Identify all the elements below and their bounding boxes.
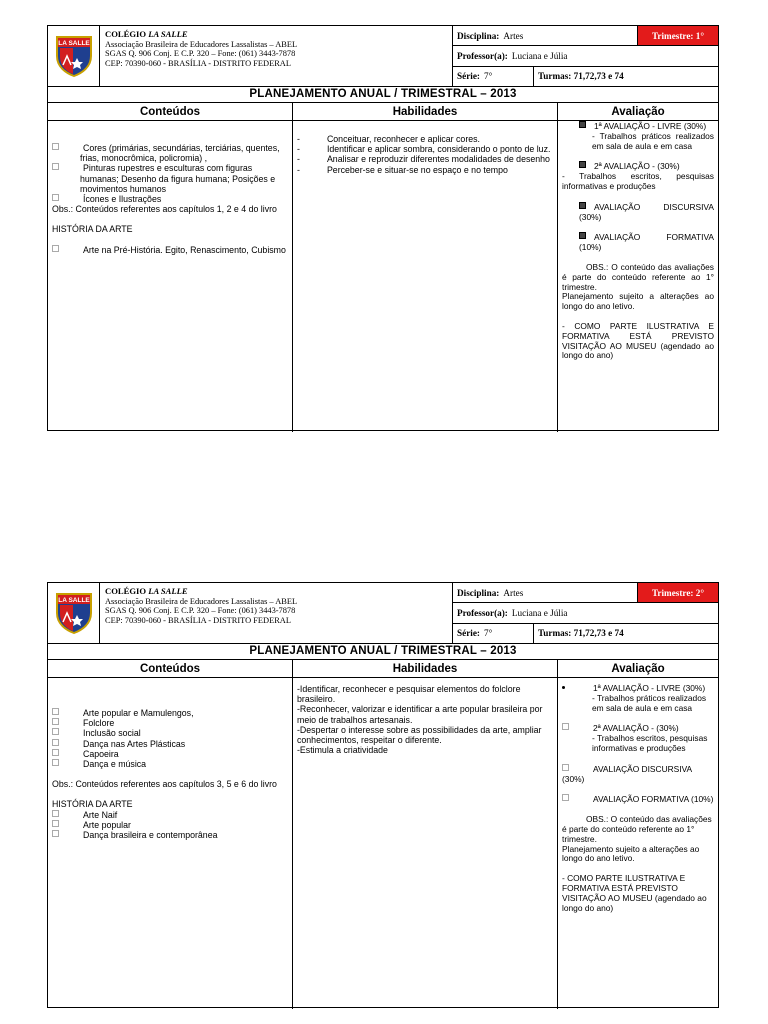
habilidade-item: Analisar e reproduzir diferentes modalidades de desenho [326,154,550,165]
habilidade-item: Identificar e aplicar sombra, considerando o ponto de luz. [326,144,551,155]
avaliacao-note: Planejamento sujeito a alterações ao longo do ano letivo. [562,843,700,864]
school-association: Associação Brasileira de Educadores Lassalistas – ABEL [105,39,298,49]
trimestre-badge: Trimestre: 1° [637,26,718,45]
plan-title: PLANEJAMENTO ANUAL / TRIMESTRAL – 2013 [48,87,718,103]
professor-row [453,603,718,623]
turmas-value: Turmas: 71,72,73 e 74 [538,71,624,82]
plan-table-2 [47,582,719,1008]
svg-text:LA SALLE: LA SALLE [57,597,90,604]
historia-da-arte-heading: HISTÓRIA DA ARTE [52,799,133,810]
avaliacao-item: 1ª AVALIAÇÃO - LIVRE (30%) [593,683,706,693]
shield-logo-icon [54,591,94,635]
professor-label: Professor(a): [457,50,508,61]
column-headers [48,103,718,121]
museum-visit-note: - COMO PARTE ILUSTRATIVA E FORMATIVA ESTÁ PREVISTO VISITAÇÃO AO MUSEU (agendado ao longo do ano) [562,873,707,913]
school-logo [48,583,100,643]
habilidades-cell [293,678,558,1009]
professor-value: Luciana e Júlia [511,607,568,618]
professor-value: Luciana e Júlia [511,50,568,61]
habilidade-item: -Despertar o interesse sobre as possibilidades da arte, ampliar conhecimentos, respeitar o diferente. [297,724,542,746]
serie-value: 7° [483,71,493,82]
serie-label: Série: [457,628,480,639]
school-info [100,26,302,86]
school-association: Associação Brasileira de Educadores Lassalistas – ABEL [105,596,298,606]
plan-table-1 [47,25,719,431]
school-block [48,26,453,86]
serie-label: Série: [457,71,480,82]
conteudo-item: Arte Naif [83,809,118,820]
habilidade-item: -Estimula a criatividade [297,745,388,756]
school-name-italic: LA SALLE [148,586,188,596]
col-conteudos-header: Conteúdos [48,103,293,120]
school-info [100,583,302,643]
avaliacao-cell [558,121,718,432]
school-name-prefix: COLÉGIO [105,29,149,39]
plan-title: PLANEJAMENTO ANUAL / TRIMESTRAL – 2013 [48,644,718,660]
disciplina-label: Disciplina: [457,30,500,41]
plan-body [48,121,718,432]
shield-logo-icon [54,34,94,78]
professor-label: Professor(a): [457,607,508,618]
avaliacao-detail: - Trabalhos práticos realizados em sala de aula e em casa [592,130,714,151]
col-avaliacao-header: Avaliação [611,105,665,118]
school-name-prefix: COLÉGIO [105,586,149,596]
conteudo-item: Pinturas rupestres e esculturas com figuras humanas; Desenho da figura humana; Posições e movimentos humanos [80,163,276,194]
conteudo-item: Arte na Pré-História. Egito, Renascimento, Cubismo [83,244,286,255]
turmas-value: Turmas: 71,72,73 e 74 [538,628,624,639]
avaliacao-item: AVALIAÇÃO FORMATIVA (10%) [579,232,714,253]
conteudos-cell [48,121,293,432]
historia-da-arte-heading: HISTÓRIA DA ARTE [52,224,133,235]
avaliacao-item: AVALIAÇÃO DISCURSIVA (30%) [562,763,692,784]
avaliacao-obs: OBS.: O conteúdo das avaliações é parte do conteúdo referente ao 1° trimestre. [562,261,714,292]
school-block [48,583,453,643]
school-name-italic: LA SALLE [148,29,188,39]
conteudo-item: Arte popular e Mamulengos, [83,708,194,718]
serie-row [453,67,718,86]
conteudo-obs: Obs.: Conteúdos referentes aos capítulos 1, 2 e 4 do livro [52,204,277,215]
habilidade-item: -Identificar, reconhecer e pesquisar elementos do folclore brasileiro. [297,684,521,705]
professor-row [453,46,718,66]
serie-value: 7° [483,628,493,639]
avaliacao-detail: - Trabalhos escritos, pesquisas informativas e produções [562,171,714,191]
avaliacao-obs: OBS.: O conteúdo das avaliações é parte do conteúdo referente ao 1° trimestre. [562,814,712,844]
school-address: SGAS Q. 906 Conj. E C.P. 320 – Fone: (061) 3443-7878 [105,49,296,59]
habilidade-item: Perceber-se e situar-se no espaço e no tempo [326,164,508,175]
disciplina-row [453,26,718,46]
disciplina-value: Artes [503,587,524,598]
conteudo-item: Dança nas Artes Plásticas [83,738,186,749]
conteudo-item: Ícones e Ilustrações [83,194,162,205]
conteudo-item: Arte popular [83,819,131,830]
school-address: SGAS Q. 906 Conj. E C.P. 320 – Fone: (061) 3443-7878 [105,606,296,616]
course-info [453,26,718,86]
school-cep: CEP: 70390-060 - BRASÍLIA - DISTRITO FEDERAL [105,58,291,68]
svg-text:LA SALLE: LA SALLE [57,40,90,47]
serie-row [453,624,718,643]
col-habilidades-header: Habilidades [293,660,558,677]
course-info [453,583,718,643]
avaliacao-detail: - Trabalhos práticos realizados em sala de aula e em casa [592,692,707,713]
col-avaliacao-header: Avaliação [611,662,665,675]
avaliacao-item: AVALIAÇÃO DISCURSIVA (30%) [579,201,714,222]
avaliacao-item: 2ª AVALIAÇÃO - (30%) [593,723,679,734]
habilidades-cell: - Conceituar, reconhecer e aplicar cores. - Identificar e aplicar sombra, considerando o ponto de luz. - Analisar e reproduzir diferentes modalidades de desenho - Perceber-se e situar-se no espaço e no tempo [293,121,558,432]
avaliacao-item: 2ª AVALIAÇÃO - (30%) [594,161,680,172]
avaliacao-cell [558,678,718,1009]
conteudo-item: Folclore [83,718,115,729]
museum-visit-note: - COMO PARTE ILUSTRATIVA E FORMATIVA ESTÁ PREVISTO VISITAÇÃO AO MUSEU (agendado ao longo do ano) [562,320,714,361]
disciplina-value: Artes [503,30,524,41]
conteudo-item: Inclusão social [83,728,141,739]
conteudo-item: Dança brasileira e contemporânea [83,830,218,841]
avaliacao-detail: - Trabalhos escritos, pesquisas informativas e produções [592,733,708,753]
conteudos-cell [48,678,293,1009]
col-conteudos-header: Conteúdos [48,660,293,677]
plan-header [48,26,718,87]
avaliacao-item: AVALIAÇÃO FORMATIVA (10%) [593,794,714,805]
plan-body [48,678,718,1009]
disciplina-label: Disciplina: [457,587,500,598]
disciplina-row [453,583,718,603]
habilidade-item: Conceituar, reconhecer e aplicar cores. [326,134,480,144]
conteudo-item: Cores (primárias, secundárias, terciárias, quentes, frias, monocrômica, policromia) , [80,143,280,164]
avaliacao-note: Planejamento sujeito a alterações ao longo do ano letivo. [562,291,714,312]
plan-header [48,583,718,644]
avaliacao-item: 1ª AVALIAÇÃO - LIVRE (30%) [594,121,707,131]
trimestre-badge: Trimestre: 2° [637,583,718,602]
school-name [105,587,297,597]
school-name [105,30,297,40]
conteudo-obs: Obs.: Conteúdos referentes aos capítulos 3, 5 e 6 do livro [52,779,277,790]
school-cep: CEP: 70390-060 - BRASÍLIA - DISTRITO FEDERAL [105,615,291,625]
column-headers [48,660,718,678]
habilidade-item: -Reconhecer, valorizar e identificar a arte popular brasileira por meio de trabalhos artesanais. [297,704,543,725]
conteudo-item: Capoeira [83,748,119,759]
school-logo [48,26,100,86]
col-habilidades-header: Habilidades [293,103,558,120]
conteudo-item: Dança e música [83,759,147,770]
